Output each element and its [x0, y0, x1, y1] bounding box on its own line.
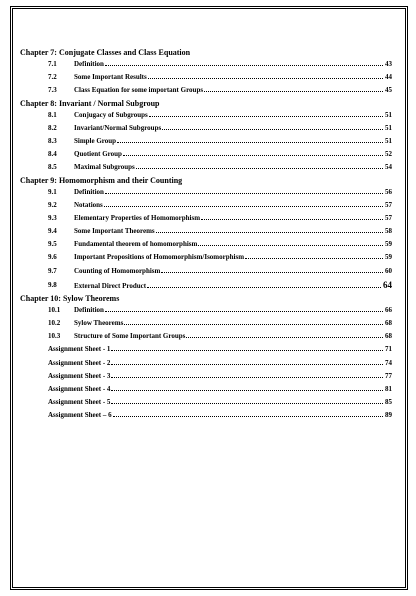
toc-entry[interactable]: [20, 109, 392, 122]
page-number: 54: [385, 163, 392, 172]
page-number: 56: [385, 187, 392, 196]
dot-leader: [105, 187, 383, 194]
dot-leader: [111, 384, 383, 391]
dot-leader: [105, 59, 383, 66]
toc-entry[interactable]: [20, 161, 392, 174]
page-number: 59: [385, 240, 392, 249]
dot-leader: [111, 397, 383, 404]
section-title: Assignment Sheet - 4: [48, 383, 111, 396]
section-title: External Direct Product: [74, 279, 147, 294]
page-number: 85: [385, 398, 392, 407]
section-number: 7.3: [48, 86, 57, 95]
page-number: 51: [385, 110, 392, 119]
page-number: 45: [385, 86, 392, 95]
section-number: 9.4: [48, 227, 57, 236]
toc-entry-assignment[interactable]: [20, 383, 392, 396]
dot-leader: [147, 281, 381, 288]
section-title: Fundamental theorem of homomorphism: [74, 238, 198, 251]
section-number: 8.1: [48, 110, 57, 119]
toc-entry-assignment[interactable]: [20, 357, 392, 370]
dot-leader: [201, 213, 383, 220]
section-title: Assignment Sheet - 1: [48, 343, 111, 356]
page-number: 60: [385, 266, 392, 275]
page-number: 59: [385, 253, 392, 262]
page-number: 77: [385, 371, 392, 380]
section-title: Assignment Sheet - 3: [48, 370, 111, 383]
dot-leader: [104, 200, 383, 207]
section-title: Counting of Homomorphism: [74, 265, 161, 278]
toc-entry[interactable]: [20, 278, 392, 293]
section-number: 9.2: [48, 200, 57, 209]
section-title: Some Important Results: [74, 71, 148, 84]
toc-entry[interactable]: [20, 304, 392, 317]
dot-leader: [113, 410, 383, 417]
page-number: 57: [385, 200, 392, 209]
dot-leader: [149, 110, 383, 117]
chapter-heading: Chapter 9: Homomorphism and their Counting: [20, 175, 183, 185]
section-title: Conjugacy of Subgroups: [74, 109, 149, 122]
page-number: 58: [385, 227, 392, 236]
section-number: 9.7: [48, 266, 57, 275]
dot-leader: [156, 226, 383, 233]
section-title: Quotient Group: [74, 148, 123, 161]
section-title: Sylow Theorems: [74, 317, 124, 330]
page-number: 51: [385, 123, 392, 132]
dot-leader: [136, 162, 383, 169]
chapter-heading: Chapter 7: Conjugate Classes and Class Equation: [20, 48, 191, 57]
dot-leader: [124, 318, 383, 325]
toc-entry[interactable]: [20, 122, 392, 135]
section-title: Structure of Some Important Groups: [74, 330, 186, 343]
section-title: Assignment Sheet - 5: [48, 396, 111, 409]
section-number: 7.2: [48, 73, 57, 82]
section-title: Notations: [74, 199, 104, 212]
toc-entry[interactable]: [20, 58, 392, 71]
section-number: 9.8: [48, 280, 57, 289]
section-title: Definition: [74, 186, 105, 199]
toc-entry[interactable]: [20, 317, 392, 330]
section-number: 9.5: [48, 240, 57, 249]
toc-entry-assignment[interactable]: [20, 370, 392, 383]
toc-entry-assignment[interactable]: [20, 409, 392, 422]
section-title: Definition: [74, 58, 105, 71]
page-number: 71: [385, 345, 392, 354]
dot-leader: [204, 85, 383, 92]
toc-entry-assignment[interactable]: [20, 396, 392, 409]
page-number: 68: [385, 332, 392, 341]
section-title: Important Propositions of Homomorphism/Isomorphism: [74, 251, 245, 264]
page-number: 52: [385, 150, 392, 159]
toc-entry[interactable]: [20, 186, 392, 199]
toc-entry[interactable]: [20, 71, 392, 84]
section-number: 10.2: [48, 319, 61, 327]
dot-leader: [198, 239, 383, 246]
table-of-contents: [20, 47, 392, 423]
section-title: Definition: [74, 304, 105, 317]
dot-leader: [123, 149, 383, 156]
toc-entry[interactable]: [20, 148, 392, 161]
page-number: 57: [385, 213, 392, 222]
section-number: 9.6: [48, 253, 57, 262]
toc-entry[interactable]: [20, 84, 392, 97]
toc-entry[interactable]: [20, 251, 392, 264]
section-title: Assignment Sheet - 2: [48, 357, 111, 370]
page-number: 66: [385, 305, 392, 314]
dot-leader: [161, 266, 383, 273]
toc-entry[interactable]: [20, 330, 392, 343]
chapter-heading: Chapter 10: Sylow Theorems: [20, 293, 120, 303]
dot-leader: [245, 252, 383, 259]
toc-entry[interactable]: [20, 265, 392, 278]
section-number: 9.3: [48, 213, 57, 222]
section-title: Elementary Properties of Homomorphism: [74, 212, 201, 225]
dot-leader: [148, 72, 383, 79]
section-title: Invariant/Normal Subgroups: [74, 122, 162, 135]
section-number: 10.3: [48, 332, 61, 341]
section-title: Maximal Subgroups: [74, 161, 136, 174]
page-number: 74: [385, 358, 392, 367]
page-number: 43: [385, 60, 392, 68]
section-number: 7.1: [48, 60, 57, 68]
dot-leader: [105, 305, 383, 312]
toc-entry[interactable]: [20, 238, 392, 251]
section-number: 8.4: [48, 150, 57, 159]
section-title: Assignment Sheet – 6: [48, 409, 113, 422]
toc-entry-assignment[interactable]: [20, 343, 392, 356]
dot-leader: [111, 358, 383, 365]
page-number: 44: [385, 73, 392, 82]
section-number: 8.2: [48, 123, 57, 132]
page-number: 89: [385, 411, 392, 420]
page-number: 51: [385, 136, 392, 145]
dot-leader: [117, 136, 383, 143]
section-number: 10.1: [48, 305, 61, 314]
section-title: Some Important Theorems: [74, 225, 156, 238]
page-number: 68: [385, 319, 392, 327]
dot-leader: [162, 123, 383, 130]
toc-entry[interactable]: [20, 199, 392, 212]
section-number: 9.1: [48, 187, 57, 196]
chapter-heading: Chapter 8: Invariant / Normal Subgroup: [20, 98, 160, 108]
toc-entry[interactable]: [20, 212, 392, 225]
page-number: 81: [385, 384, 392, 393]
section-title: Class Equation for some important Groups: [74, 84, 204, 97]
section-number: 8.5: [48, 163, 57, 172]
dot-leader: [186, 331, 383, 338]
toc-entry[interactable]: [20, 225, 392, 238]
dot-leader: [111, 371, 383, 378]
page-number: 64: [383, 279, 392, 290]
section-title: Simple Group: [74, 135, 117, 148]
toc-entry[interactable]: [20, 135, 392, 148]
section-number: 8.3: [48, 136, 57, 145]
dot-leader: [111, 344, 383, 351]
